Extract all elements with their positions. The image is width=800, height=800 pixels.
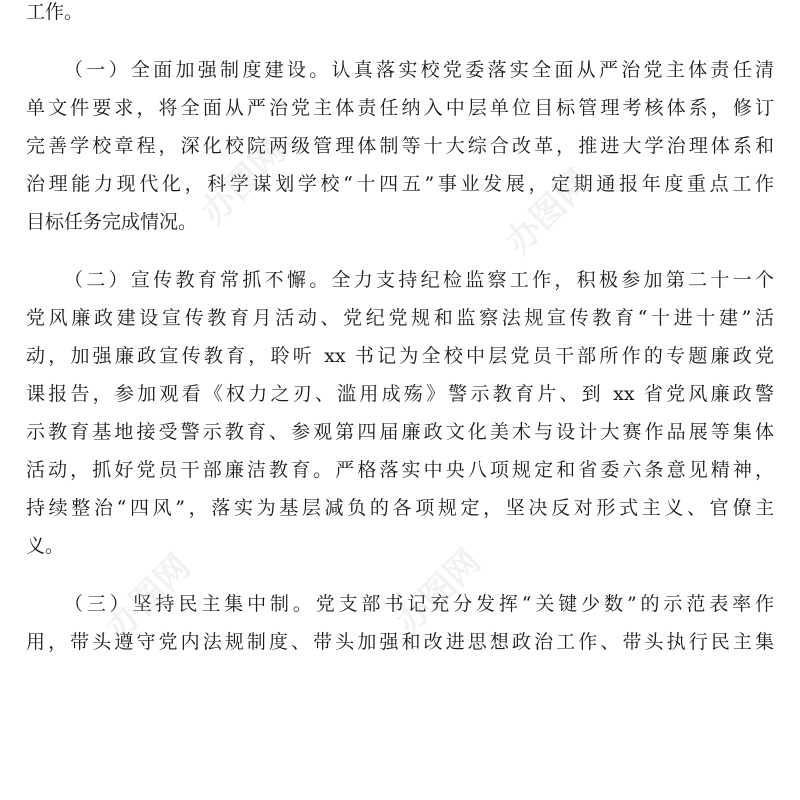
paragraph-1-line-2: 单文件要求，将全面从严治党主体责任纳入中层单位目标管理考核体系，修订 — [26, 97, 774, 119]
paragraph-2-line-4: 课报告，参加观看《权力之刃、滥用成殇》警示教育片、到 xx 省党风廉政警 — [26, 383, 774, 405]
paragraph-2-line-7: 持续整治“四风”，落实为基层减负的各项规定，坚决反对形式主义、官僚主 — [26, 497, 774, 519]
paragraph-1-line-4: 治理能力现代化，科学谋划学校“十四五”事业发展，定期通报年度重点工作 — [26, 173, 774, 195]
watermark: 办图网 — [388, 541, 489, 643]
paragraph-2-line-8: 义。 — [26, 535, 65, 557]
paragraph-2-line-5: 示教育基地接受警示教育、参观第四届廉政文化美术与设计大赛作品展等集体 — [26, 421, 774, 443]
paragraph-2-line-6: 活动，抓好党员干部廉洁教育。严格落实中央八项规定和省委六条意见精神， — [26, 459, 774, 481]
paragraph-1-line-3: 完善学校章程，深化校院两级管理体制等十大综合改革，推进大学治理体系和 — [26, 135, 774, 157]
paragraph-3-line-2: 用，带头遵守党内法规制度、带头加强和改进思想政治工作、带头执行民主集 — [26, 631, 774, 653]
watermark: 办图网 — [98, 546, 199, 648]
paragraph-2-line-2: 党风廉政建设宣传教育月活动、党纪党规和监察法规宣传教育“十进十建”活 — [26, 307, 774, 329]
paragraph-2-line-3: 动，加强廉政宣传教育，聆听 xx 书记为全校中层党员干部所作的专题廉政党 — [26, 345, 774, 367]
text-line-1: 工作。 — [26, 1, 84, 23]
paragraph-1-line-1: （一）全面加强制度建设。认真落实校党委落实全面从严治党主体责任清 — [64, 59, 774, 81]
paragraph-3-line-1: （三）坚持民主集中制。党支部书记充分发挥“关键少数”的示范表率作 — [64, 593, 774, 615]
watermark: 办图网 — [498, 161, 599, 263]
paragraph-1-line-5: 目标任务完成情况。 — [26, 211, 198, 233]
watermark: 办图网 — [193, 131, 294, 233]
paragraph-2-line-1: （二）宣传教育常抓不懈。全力支持纪检监察工作，积极参加第二十一个 — [64, 269, 774, 291]
